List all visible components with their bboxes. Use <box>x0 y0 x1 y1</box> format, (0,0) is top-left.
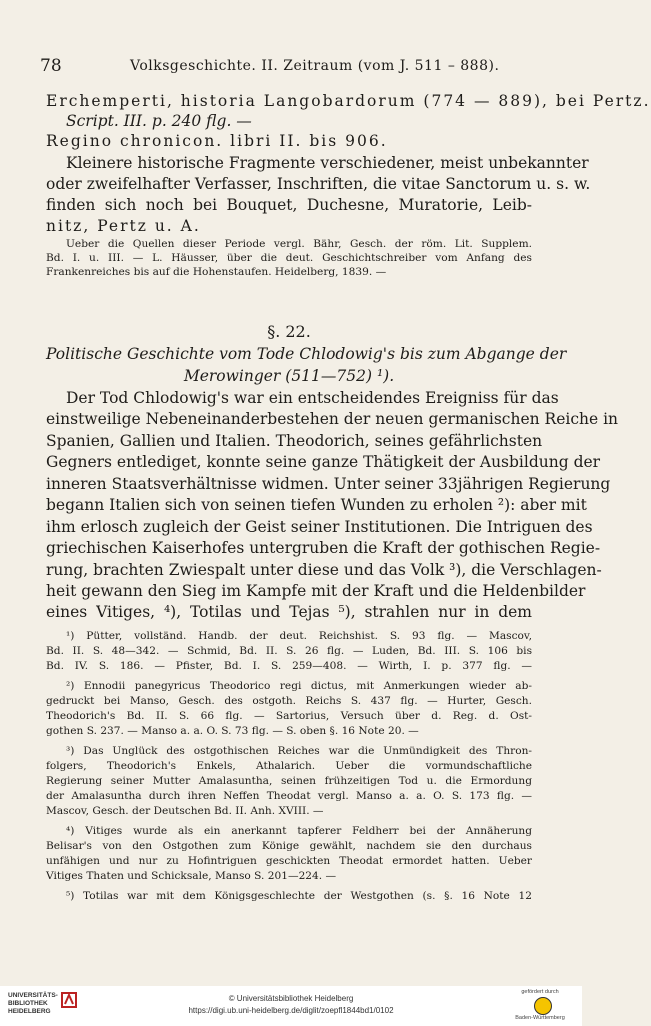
footnote-line: Vitiges Thaten und Schicksale, Manso S. 201—224. — <box>46 870 337 882</box>
text-line: finden sich noch bei Bouquet, Duchesne, Muratorie, Leib- <box>46 196 532 214</box>
body-line: griechischen Kaiserhofes untergruben die Kraft der gothischen Regie- <box>46 539 601 557</box>
footnote-line: Regierung seiner Mutter Amalasuntha, seinen frühzeitigen Tod u. die Ermordung <box>46 775 532 787</box>
text-line: oder zweifelhafter Verfasser, Inschriften, die vitae Sanctorum u. s. w. <box>46 175 591 193</box>
body-line: einstweilige Nebeneinanderbestehen der neuen germanischen Reiche in <box>46 410 619 428</box>
funder-name: Baden-Württemberg <box>515 1015 565 1021</box>
body-line: rung, brachten Zwiespalt unter diese und das Volk ³), die Verschlagen- <box>46 561 602 579</box>
footnote-line: Bd. IV. S. 186. — Pfister, Bd. I. S. 259—408. — Wirth, I. p. 377 flg. — <box>46 660 532 672</box>
body-line: Spanien, Gallien und Italien. Theodorich, seines gefährlichsten <box>46 432 543 450</box>
footnote-line: gothen S. 237. — Manso a. a. O. S. 73 flg. — S. oben §. 16 Note 20. — <box>46 725 419 737</box>
footnote-line: gedruckt bei Manso, Gesch. des ostgoth. Reichs S. 437 flg. — Hurter, Gesch. <box>46 695 532 707</box>
baden-wuerttemberg-logo-icon <box>534 997 552 1015</box>
body-line: heit gewann den Sieg im Kampfe mit der Kraft und die Heldenbilder <box>46 582 586 600</box>
running-title: Volksgeschichte. II. Zeitraum (vom J. 511 – 888). <box>130 58 500 74</box>
footnote-line: unfähigen und nur zu Hofintriguen geschickten Theodat ermordet hatten. Ueber <box>46 855 532 867</box>
note-line: Bd. I. u. III. — L. Häusser, über die deut. Geschichtschreiber vom Anfang des <box>46 252 532 264</box>
footnote-line: Belisar's von den Ostgothen zum Könige gewählt, nachdem sie den durchaus <box>46 840 532 852</box>
text-line: Kleinere historische Fragmente verschiedener, meist unbekannter <box>66 154 589 172</box>
text-line: Script. III. p. 240 flg. — <box>66 112 252 130</box>
body-line: Gegners entlediget, konnte seine ganze Thätigkeit der Ausbildung der <box>46 453 601 471</box>
text-line: Erchemperti, historia Langobardorum (774 — 889), bei Pertz. <box>46 92 651 110</box>
section-heading: Merowinger (511—752) ¹). <box>183 367 395 385</box>
footnote-line: ³) Das Unglück des ostgothischen Reiches war die Unmündigkeit des Thron- <box>66 745 532 757</box>
library-name: UNIVERSITÄTS- BIBLIOTHEK HEIDELBERG <box>8 992 58 1015</box>
funder-label: gefördert durch <box>521 989 559 995</box>
section-heading: Politische Geschichte vom Tode Chlodowig's bis zum Abgange der <box>46 345 567 363</box>
footnote-line: Mascov, Gesch. der Deutschen Bd. II. Anh. XVIII. — <box>46 805 324 817</box>
text-line: Regino chronicon. libri II. bis 906. <box>46 132 388 150</box>
body-line: begann Italien sich von seinen tiefen Wunden zu erholen ²): aber mit <box>46 496 587 514</box>
text-line: nitz, Pertz u. A. <box>46 217 201 235</box>
note-line: Frankenreiches bis auf die Hohenstaufen. Heidelberg, 1839. — <box>46 266 387 278</box>
footnote-line: folgers, Theodorich's Enkels, Athalarich. Ueber die vormundschaftliche <box>46 760 532 772</box>
section-number: §. 22. <box>267 322 311 341</box>
body-line: Der Tod Chlodowig's war ein entscheidendes Ereigniss für das <box>66 389 559 407</box>
footnote-line: der Amalasuntha durch ihren Neffen Theodat vergl. Manso a. a. O. S. 173 flg. — <box>46 790 532 802</box>
body-line: inneren Staatsverhältnisse widmen. Unter seiner 33jährigen Regierung <box>46 475 611 493</box>
footnote-line: Theodorich's Bd. II. S. 66 flg. — Sartorius, Versuch über d. Reg. d. Ost- <box>46 710 532 722</box>
body-line: ihm erlosch zugleich der Geist seiner Institutionen. Die Intriguen des <box>46 518 593 536</box>
body-line: eines Vitiges, ⁴), Totilas und Tejas ⁵), strahlen nur in dem <box>46 603 532 621</box>
footnote-line: Bd. II. S. 48—342. — Schmid, Bd. II. S. 26 flg. — Luden, Bd. III. S. 106 bis <box>46 645 532 657</box>
page-number: 78 <box>40 56 62 76</box>
source-url[interactable]: https://digi.ub.uni-heidelberg.de/diglit/zoepfl1844bd1/0102 <box>188 1006 394 1015</box>
note-line: Ueber die Quellen dieser Periode vergl. Bähr, Gesch. der röm. Lit. Supplem. <box>66 238 532 250</box>
footnote-line: ²) Ennodii panegyricus Theodorico regi dictus, mit Anmerkungen wieder ab- <box>66 680 532 692</box>
copyright-text: © Universitätsbibliothek Heidelberg <box>228 994 354 1003</box>
footnote-line: ⁵) Totilas war mit dem Königsgeschlechte der Westgothen (s. §. 16 Note 12 <box>66 890 532 902</box>
footnote-line: ⁴) Vitiges wurde als ein anerkannt tapferer Feldherr bei der Annäherung <box>66 825 532 837</box>
footnote-line: ¹) Pütter, vollständ. Handb. der deut. Reichshist. S. 93 flg. — Mascov, <box>66 630 532 642</box>
